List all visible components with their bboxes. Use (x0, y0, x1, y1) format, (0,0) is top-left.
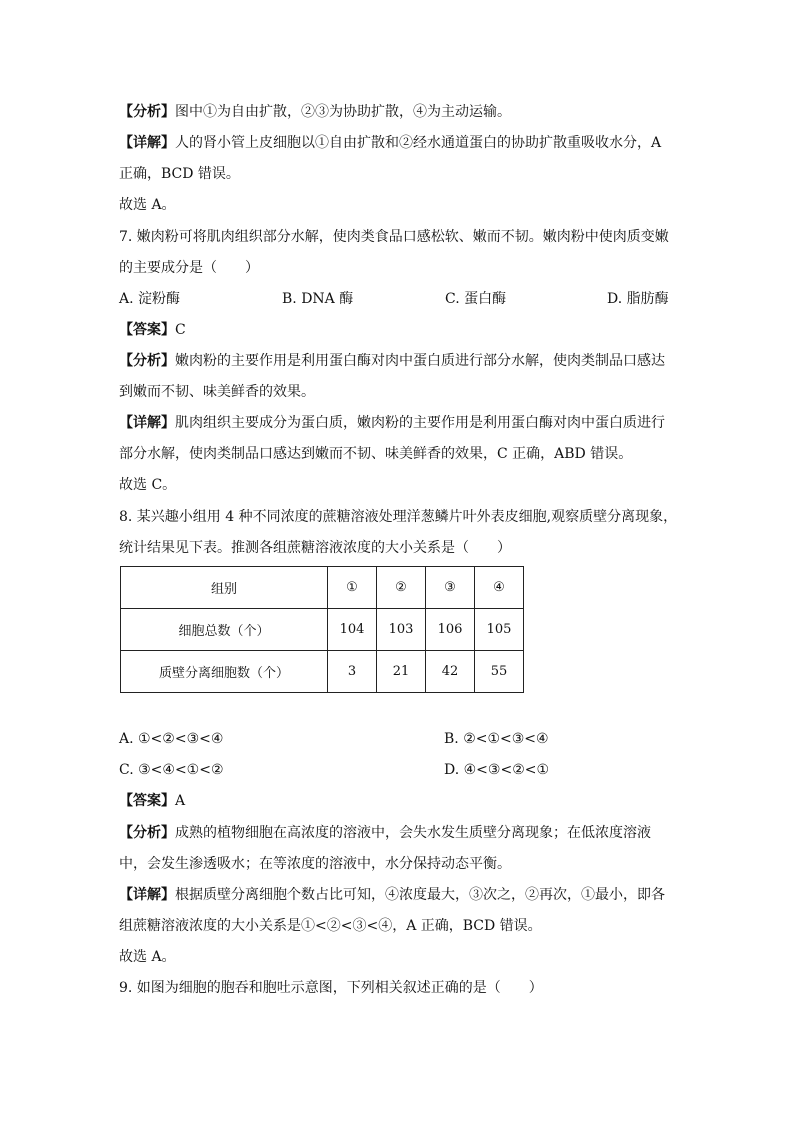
q6-detail-line-2: 正确，BCD 错误。 (119, 166, 240, 182)
table-cell: 21 (377, 651, 426, 693)
q7-choose: 故选 C。 (119, 477, 177, 493)
table-cell: 103 (377, 609, 426, 651)
table-cell: 105 (475, 609, 524, 651)
q8-data-table (120, 566, 524, 693)
q6-choose: 故选 A。 (119, 197, 176, 213)
table-cell: ④ (475, 567, 524, 609)
q8-option-b: B. ②<①<③<④ (444, 731, 549, 747)
q9-stem: 9. 如图为细胞的胞吞和胞吐示意图，下列相关叙述正确的是（ ） (119, 980, 543, 996)
table-cell: 3 (328, 651, 377, 693)
q7-option-c: C. 蛋白酶 (445, 291, 507, 307)
q6-analysis: 【分析】图中①为自由扩散，②③为协助扩散，④为主动运输。 (119, 104, 511, 120)
q7-detail-line-1: 【详解】肌肉组织主要成分为蛋白质，嫩肉粉的主要作用是利用蛋白酶对肉中蛋白质进行 (119, 415, 665, 431)
q6-detail-line-1: 【详解】人的肾小管上皮细胞以①自由扩散和②经水通道蛋白的协助扩散重吸收水分，A (119, 135, 662, 151)
q7-option-a: A. 淀粉酶 (119, 291, 181, 307)
table-cell: 组别 (121, 567, 328, 609)
q8-stem-line-1: 8. 某兴趣小组用 4 种不同浓度的蔗糖溶液处理洋葱鳞片叶外表皮细胞,观察质壁分离现象， (119, 509, 678, 525)
q7-option-d: D. 脂肪酶 (607, 291, 669, 307)
table-cell: 42 (426, 651, 475, 693)
table-cell: ② (377, 567, 426, 609)
table-cell: 质壁分离细胞数（个） (121, 651, 328, 693)
q8-detail-line-2: 组蔗糖溶液浓度的大小关系是①<②<③<④，A 正确，BCD 错误。 (119, 918, 542, 934)
table-cell: ① (328, 567, 377, 609)
q8-choose: 故选 A。 (119, 949, 176, 965)
q8-analysis-line-2: 中，会发生渗透吸水；在等浓度的溶液中，水分保持动态平衡。 (119, 856, 511, 872)
q8-stem-line-2: 统计结果见下表。推测各组蔗糖溶液浓度的大小关系是（ ） (119, 540, 511, 556)
q8-answer: 【答案】A (119, 793, 186, 809)
table-row (121, 567, 524, 609)
table-cell: 106 (426, 609, 475, 651)
table-row (121, 609, 524, 651)
q7-stem-line-2: 的主要成分是（ ） (119, 260, 259, 276)
q7-option-b: B. DNA 酶 (282, 291, 354, 307)
q8-option-c: C. ③<④<①<② (119, 762, 224, 778)
q7-stem-line-1: 7. 嫩肉粉可将肌肉组织部分水解，使肉类食品口感松软、嫩而不韧。嫩肉粉中使肉质变嫩 (119, 229, 669, 245)
table-row (121, 651, 524, 693)
table-cell: ③ (426, 567, 475, 609)
table-cell: 细胞总数（个） (121, 609, 328, 651)
q7-detail-line-2: 部分水解，使肉类制品口感达到嫩而不韧、味美鲜香的效果，C 正确，ABD 错误。 (119, 446, 633, 462)
q8-detail-line-1: 【详解】根据质壁分离细胞个数占比可知，④浓度最大，③次之，②再次，①最小，即各 (119, 887, 665, 903)
q8-analysis-line-1: 【分析】成熟的植物细胞在高浓度的溶液中，会失水发生质壁分离现象；在低浓度溶液 (119, 825, 651, 841)
table-cell: 104 (328, 609, 377, 651)
q7-answer: 【答案】C (119, 322, 186, 338)
q8-option-d: D. ④<③<②<① (444, 762, 550, 778)
q8-option-a: A. ①<②<③<④ (119, 731, 224, 747)
table-cell: 55 (475, 651, 524, 693)
q7-analysis-line-2: 到嫩而不韧、味美鲜香的效果。 (119, 384, 315, 400)
q7-analysis-line-1: 【分析】嫩肉粉的主要作用是利用蛋白酶对肉中蛋白质进行部分水解，使肉类制品口感达 (119, 353, 665, 369)
